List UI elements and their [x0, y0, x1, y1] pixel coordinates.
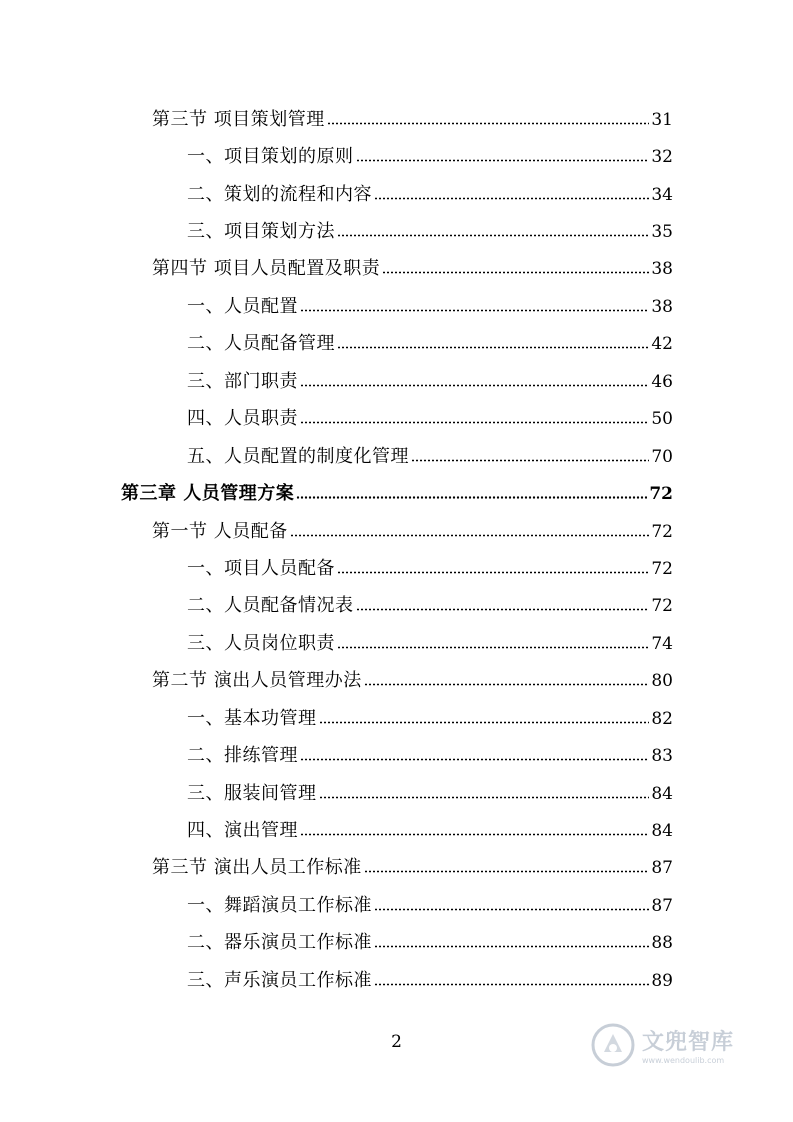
toc-row[interactable] [0, 326, 793, 363]
toc-page-number: 72 [651, 521, 673, 542]
toc-label: 一、人员配置 [187, 295, 298, 317]
toc-label: 二、策划的流程和内容 [187, 183, 372, 205]
toc-label: 三、部门职责 [187, 370, 298, 392]
toc-leader-dots [364, 870, 650, 873]
toc-leader-dots [356, 159, 650, 162]
toc-leader-dots [290, 534, 650, 537]
watermark-url: www.wendoulib.com [642, 1056, 725, 1065]
toc-row[interactable] [0, 887, 793, 924]
toc-row[interactable] [0, 251, 793, 288]
toc-leader-dots [300, 309, 649, 312]
toc-leader-dots [374, 983, 649, 986]
toc-page-number: 83 [651, 746, 673, 767]
toc-label: 二、排练管理 [187, 745, 298, 767]
toc-row[interactable] [0, 588, 793, 625]
toc-label: 一、项目人员配备 [187, 557, 335, 579]
toc-row[interactable] [0, 138, 793, 175]
toc-label: 三、服装间管理 [187, 782, 317, 804]
toc-row[interactable] [0, 737, 793, 774]
toc-row[interactable] [0, 625, 793, 662]
toc-label: 第二节 演出人员管理办法 [152, 670, 362, 692]
toc-leader-dots [337, 571, 649, 574]
toc-label: 二、人员配备管理 [187, 333, 335, 355]
toc-row[interactable] [0, 700, 793, 737]
toc-page-number: 84 [651, 821, 673, 842]
toc-row[interactable] [0, 850, 793, 887]
toc-page-number: 87 [651, 895, 673, 916]
toc-row[interactable] [0, 550, 793, 587]
toc-leader-dots [319, 796, 650, 799]
toc-row[interactable] [0, 176, 793, 213]
toc-row[interactable] [0, 401, 793, 438]
toc-row[interactable] [0, 101, 793, 138]
toc-page-number: 32 [651, 147, 673, 168]
toc-label: 四、人员职责 [187, 408, 298, 430]
toc-leader-dots [356, 608, 650, 611]
toc-leader-dots [300, 384, 649, 387]
toc-leader-dots [337, 234, 649, 237]
toc-leader-dots [300, 421, 649, 424]
toc-row[interactable] [0, 925, 793, 962]
toc-page-number: 34 [651, 184, 673, 205]
toc-label: 第三章 人员管理方案 [121, 483, 295, 505]
toc-page-number: 38 [651, 259, 673, 280]
toc-leader-dots [300, 758, 649, 761]
toc-row[interactable] [0, 475, 793, 512]
toc-page-number: 74 [651, 633, 673, 654]
toc-label: 一、基本功管理 [187, 707, 317, 729]
toc-label: 第三节 演出人员工作标准 [152, 857, 362, 879]
toc-label: 三、项目策划方法 [187, 221, 335, 243]
toc-row[interactable] [0, 438, 793, 475]
toc-leader-dots [327, 122, 650, 125]
toc-page-number: 72 [649, 484, 673, 505]
toc-page-number: 88 [651, 933, 673, 954]
toc-page-number: 46 [651, 371, 673, 392]
toc-label: 第四节 项目人员配置及职责 [152, 258, 381, 280]
toc-leader-dots [382, 271, 649, 274]
toc-row[interactable] [0, 962, 793, 999]
toc-row[interactable] [0, 288, 793, 325]
toc-row[interactable] [0, 812, 793, 849]
toc-page-number: 82 [651, 708, 673, 729]
toc-label: 三、声乐演员工作标准 [187, 969, 372, 991]
toc-page-number: 89 [651, 970, 673, 991]
toc-page-number: 70 [651, 446, 673, 467]
toc-label: 二、人员配备情况表 [187, 595, 354, 617]
table-of-contents [0, 101, 793, 1000]
toc-label: 一、项目策划的原则 [187, 146, 354, 168]
toc-leader-dots [337, 646, 649, 649]
toc-row[interactable] [0, 513, 793, 550]
toc-page-number: 84 [651, 783, 673, 804]
toc-leader-dots [364, 683, 650, 686]
toc-leader-dots [374, 945, 649, 948]
toc-leader-dots [374, 908, 649, 911]
toc-leader-dots [337, 346, 649, 349]
toc-page-number: 87 [651, 858, 673, 879]
toc-page-number: 80 [651, 671, 673, 692]
toc-label: 第三节 项目策划管理 [152, 108, 325, 130]
toc-label: 第一节 人员配备 [152, 520, 288, 542]
page-footer-number: 2 [391, 1032, 402, 1052]
toc-label: 一、舞蹈演员工作标准 [187, 894, 372, 916]
toc-page-number: 72 [651, 558, 673, 579]
toc-page-number: 50 [651, 409, 673, 430]
toc-leader-dots [319, 721, 650, 724]
toc-label: 五、人员配置的制度化管理 [187, 445, 409, 467]
toc-leader-dots [374, 197, 649, 200]
toc-row[interactable] [0, 363, 793, 400]
toc-leader-dots [411, 459, 649, 462]
toc-page-number: 38 [651, 296, 673, 317]
toc-label: 二、器乐演员工作标准 [187, 932, 372, 954]
toc-label: 四、演出管理 [187, 820, 298, 842]
toc-leader-dots [296, 496, 647, 499]
watermark [590, 1016, 770, 1074]
toc-label: 三、人员岗位职责 [187, 632, 335, 654]
toc-page-number: 31 [651, 109, 673, 130]
toc-row[interactable] [0, 213, 793, 250]
toc-page-number: 72 [651, 596, 673, 617]
watermark-title: 文兜智库 [642, 1030, 735, 1055]
toc-page-number: 35 [651, 222, 673, 243]
toc-row[interactable] [0, 663, 793, 700]
toc-page-number: 42 [651, 334, 673, 355]
watermark-logo-icon [590, 1022, 636, 1068]
toc-leader-dots [300, 833, 649, 836]
toc-row[interactable] [0, 775, 793, 812]
